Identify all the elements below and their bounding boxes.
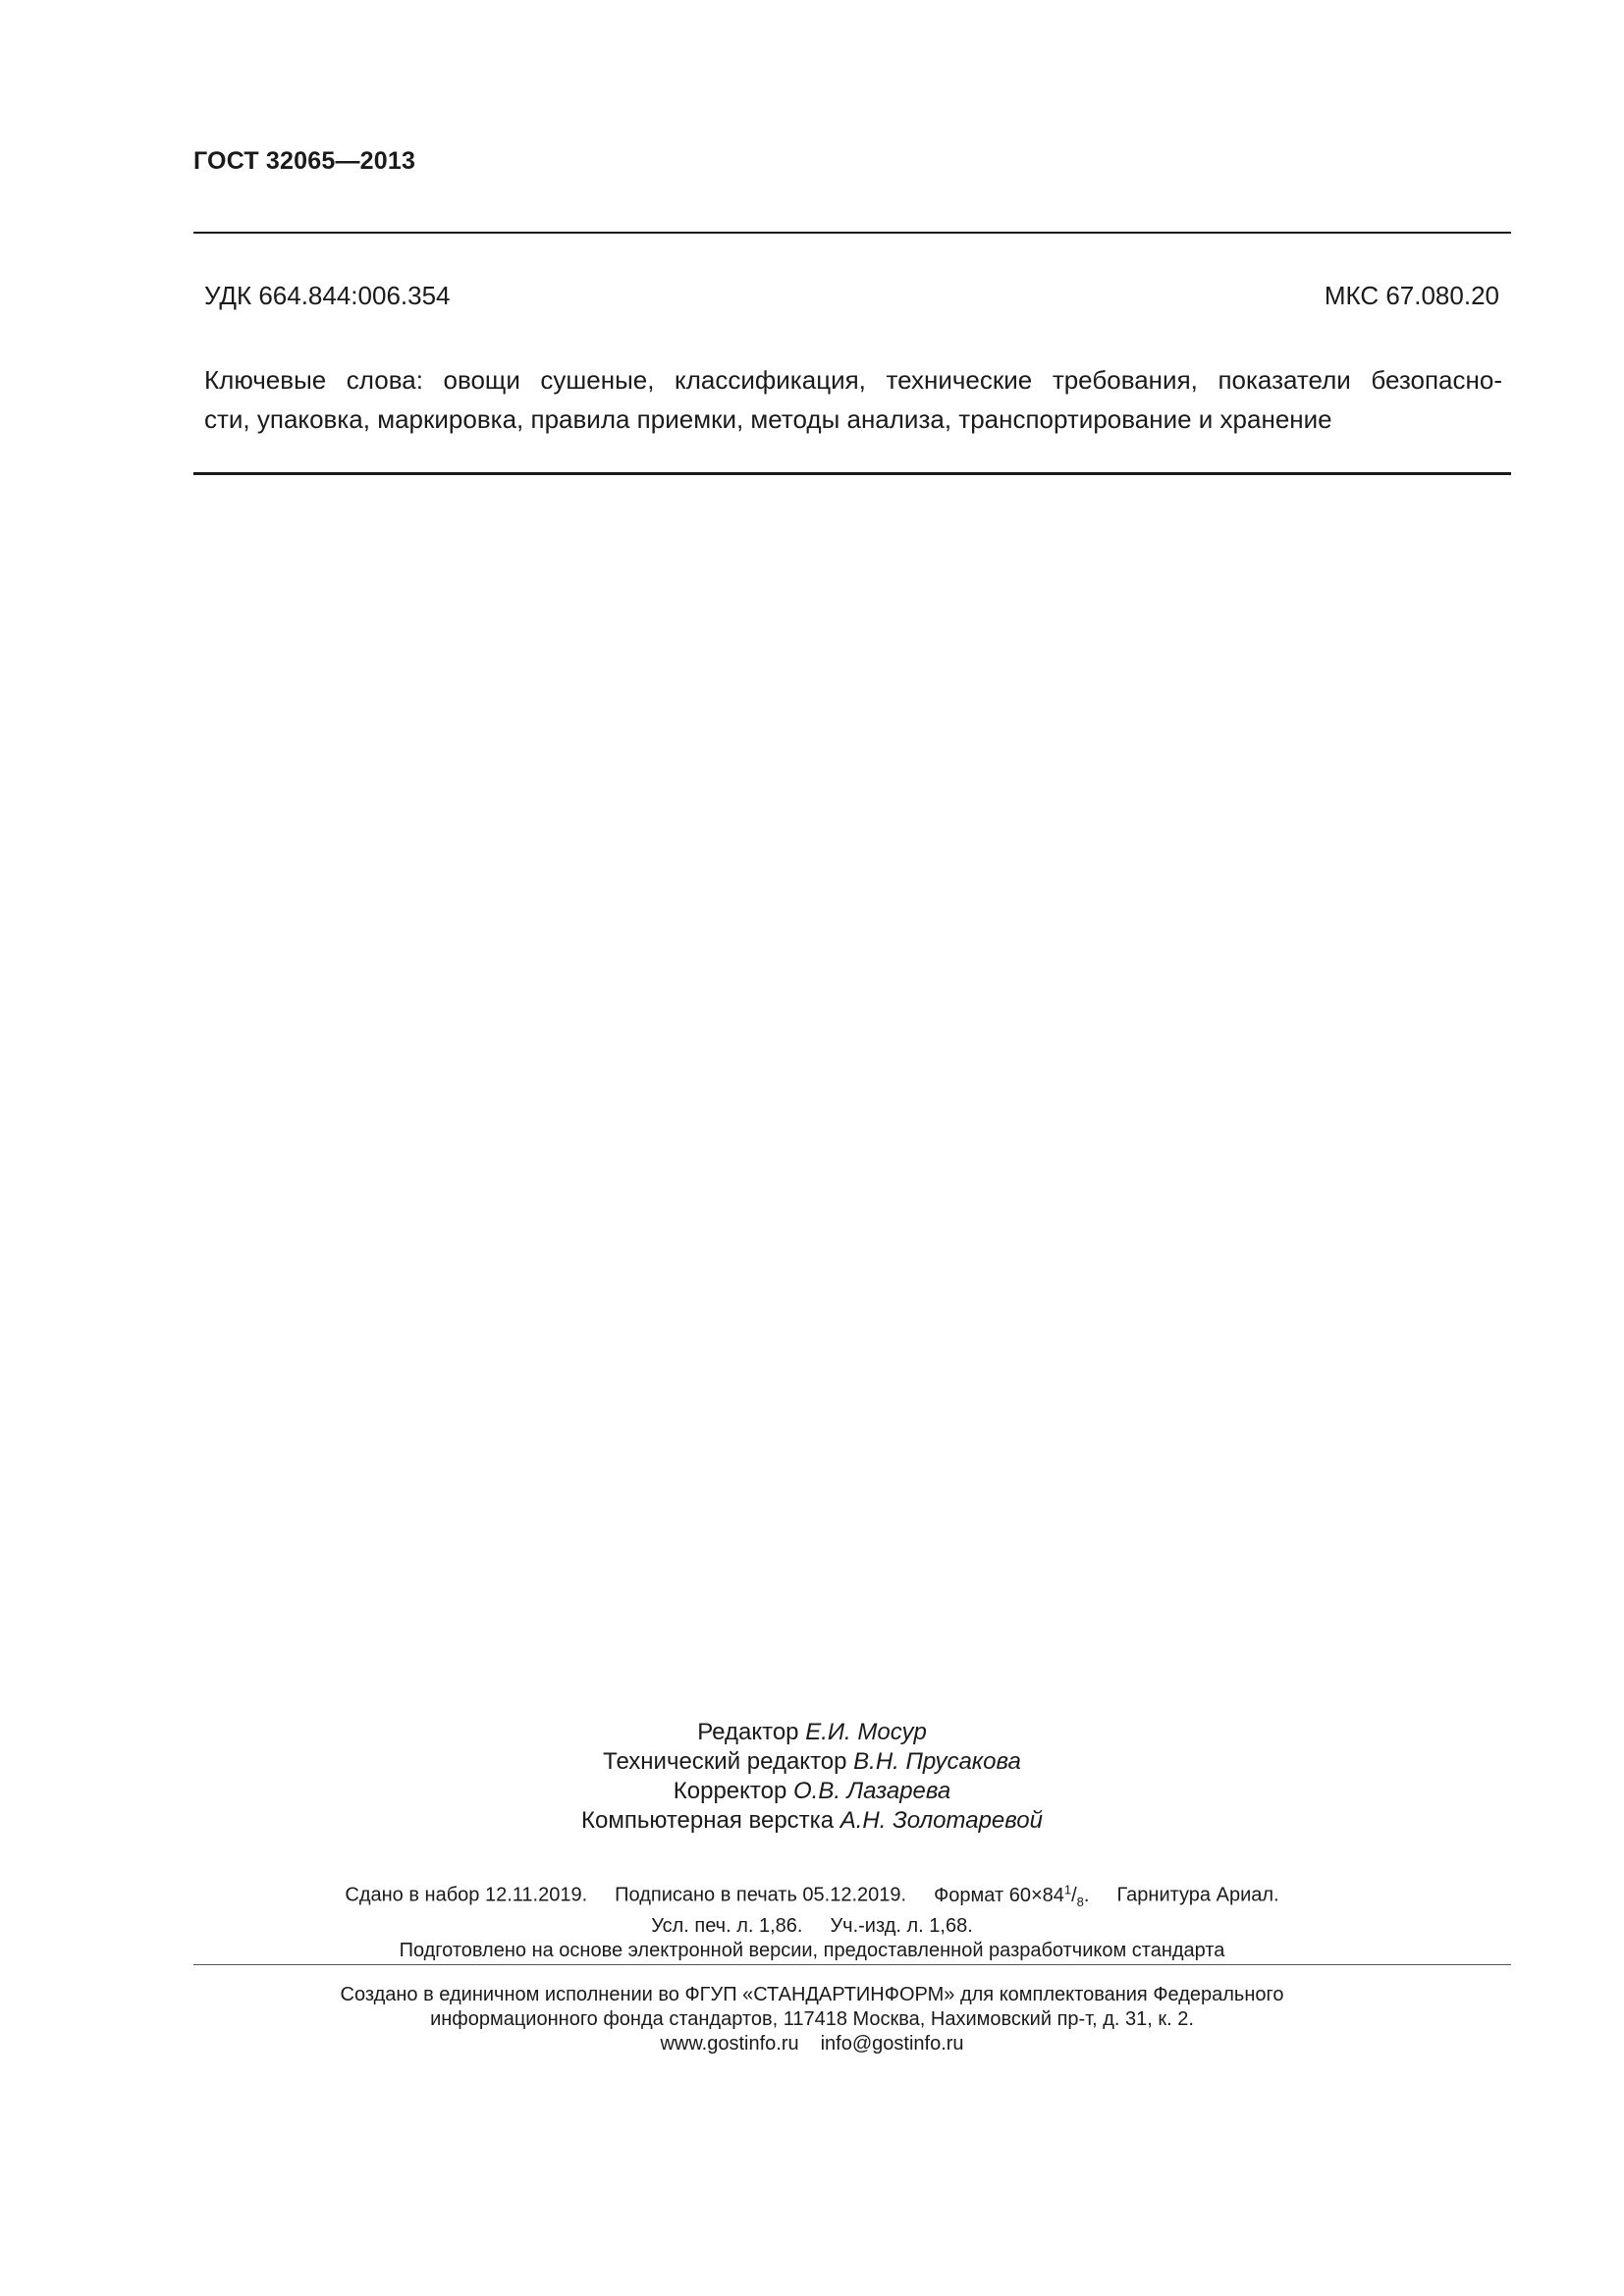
keywords-line-2: сти, упаковка, маркировка, правила приемки, методы анализа, транспортирование и хранение: [204, 404, 1332, 434]
tech-editor-name: В.Н. Прусакова: [853, 1748, 1021, 1775]
created-line-2: информационного фонда стандартов, 117418 Москва, Нахимовский пр-т, д. 31, к. 2.: [430, 2008, 1194, 2030]
created-block: [0, 1983, 1624, 2056]
keywords-paragraph: [204, 360, 1502, 439]
publishing-sheets: Уч.-изд. л. 1,68.: [830, 1914, 973, 1937]
email-link[interactable]: info@gostinfo.ru: [820, 2033, 964, 2055]
print-sheets: Усл. печ. л. 1,86.: [651, 1914, 803, 1937]
created-line-1: Создано в единичном исполнении во ФГУП «СТАНДАРТИНФОРМ» для комплектования Федерального: [340, 1984, 1284, 2005]
corrector-name: О.В. Лазарева: [793, 1778, 951, 1804]
corrector-line: [0, 1777, 1624, 1806]
credits-block: [0, 1718, 1624, 1836]
imprint-block: [0, 1877, 1624, 1963]
corrector-label: Корректор: [673, 1778, 787, 1804]
editor-name: Е.И. Мосур: [805, 1719, 927, 1745]
paper-format: Формат $60\times 84^1/_8$.: [934, 1882, 1090, 1909]
footer-divider: [193, 1964, 1511, 1965]
tech-editor-label: Технический редактор: [603, 1748, 847, 1775]
layout-line: [0, 1806, 1624, 1836]
mks-code: МКС 67.080.20: [1324, 281, 1499, 310]
top-divider: [193, 232, 1511, 234]
editor-line: [0, 1718, 1624, 1747]
udk-code: УДК 664.844:006.354: [204, 281, 451, 310]
editor-label: Редактор: [697, 1719, 799, 1745]
layout-label: Компьютерная верстка: [581, 1807, 835, 1834]
submitted-date: Сдано в набор 12.11.2019.: [345, 1884, 588, 1906]
keywords-divider: [193, 472, 1511, 475]
website-link[interactable]: www.gostinfo.ru: [660, 2033, 799, 2055]
typeface: Гарнитура Ариал.: [1116, 1884, 1279, 1906]
imprint-line-2: [0, 1914, 1624, 1939]
signed-date: Подписано в печать 05.12.2019.: [615, 1884, 907, 1906]
tech-editor-line: [0, 1747, 1624, 1777]
document-id: ГОСТ 32065—2013: [193, 147, 416, 175]
layout-name: А.Н. Золотаревой: [839, 1807, 1043, 1834]
keywords-line-1: Ключевые слова: овощи сушеные, классификация, технические требования, показатели безопасно-: [204, 365, 1502, 395]
imprint-line-1: [0, 1877, 1624, 1914]
contact-line: [0, 2032, 1624, 2056]
prepared-note: Подготовлено на основе электронной версии, предоставленной разработчиком стандарта: [399, 1939, 1225, 1961]
